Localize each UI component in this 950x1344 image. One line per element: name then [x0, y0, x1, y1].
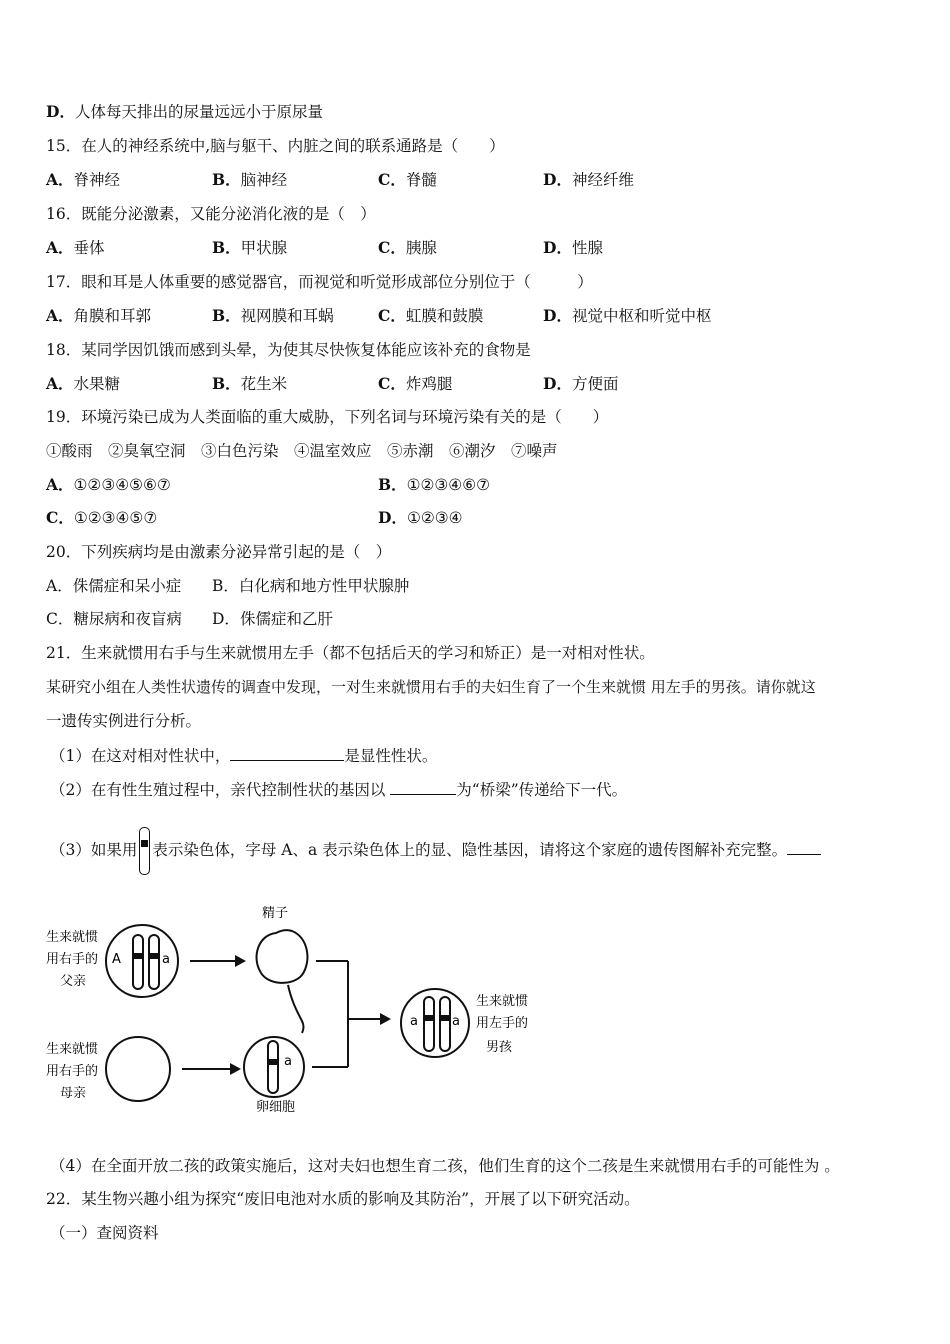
child-cell — [401, 989, 469, 1057]
mother-label-1: 生来就惯 — [46, 1042, 99, 1057]
option-text: 神经纤维 — [571, 171, 634, 189]
sub1-text-b: 是显性性状。 — [344, 747, 438, 765]
option-text: 花生米 — [240, 375, 288, 393]
q17-option-d — [543, 306, 711, 326]
q21-sub3 — [50, 826, 821, 875]
option-text: 脊髓 — [405, 171, 437, 189]
option-label: A． — [46, 170, 74, 189]
option-text: 垂体 — [73, 239, 105, 257]
q19-option-d — [378, 508, 463, 528]
sperm-head — [257, 930, 308, 983]
egg-label: 卵细胞 — [256, 1100, 296, 1115]
q22-sub1: （一）查阅资料 — [50, 1224, 159, 1242]
option-text: ①②③④⑤⑥⑦ — [73, 476, 171, 494]
q19-option-a — [46, 475, 171, 495]
option-label: C． — [46, 610, 74, 628]
option-label: B． — [212, 170, 241, 189]
arrow-mother-egg — [182, 1063, 241, 1075]
q17-option-c — [378, 306, 483, 326]
option-text: ①②③④ — [406, 509, 463, 527]
q17-stem: 17．眼和耳是人体重要的感觉器官，而视觉和听觉形成部位分别位于（ ） — [46, 273, 593, 291]
option-text: 白化病和地方性甲状腺肿 — [238, 577, 410, 595]
q14-option-d — [46, 102, 323, 122]
answer-blank[interactable] — [390, 780, 456, 795]
option-text: 方便面 — [571, 375, 619, 393]
sub2-text-a: （2）在有性生殖过程中，亲代控制性状的基因以 — [50, 781, 391, 799]
gene-a-label: a — [162, 952, 170, 967]
q15-option-d — [543, 170, 634, 190]
sub3-text-a: （3）如果用 — [50, 841, 138, 859]
q19-option-b — [378, 475, 490, 495]
sub1-text-a: （1）在这对相对性状中， — [50, 747, 231, 765]
q15-stem: 15．在人的神经系统中,脑与躯干、内脏之间的联系通路是（ ） — [46, 137, 505, 155]
option-label: C． — [378, 374, 406, 393]
q15-option-b — [212, 170, 287, 190]
option-label: A． — [46, 577, 73, 595]
father-label-3: 父亲 — [60, 974, 87, 989]
child-gene-right: a — [452, 1014, 460, 1029]
answer-blank[interactable] — [787, 840, 821, 855]
option-text: 糖尿病和夜盲病 — [73, 610, 182, 628]
child-label-3: 男孩 — [486, 1040, 513, 1055]
option-text: 水果糖 — [73, 375, 121, 393]
option-label: C． — [378, 306, 406, 325]
option-label: A． — [46, 306, 74, 325]
q16-option-a — [46, 238, 105, 258]
mother-cell — [106, 1037, 170, 1101]
father-label-1: 生来就惯 — [46, 930, 99, 945]
option-text: 角膜和耳郭 — [73, 307, 152, 325]
option-label: B． — [212, 577, 239, 595]
q18-option-b — [212, 374, 287, 394]
q18-stem: 18．某同学因饥饿而感到头晕，为使其尽快恢复体能应该补充的食物是 — [46, 341, 531, 359]
fertilization-bracket — [312, 961, 391, 1067]
gene-A-label: A — [112, 952, 121, 967]
mother-label-3: 母亲 — [60, 1086, 87, 1101]
option-label: D． — [543, 170, 572, 189]
q18-option-a — [46, 374, 120, 394]
q17-option-b — [212, 306, 334, 326]
sub3-text-b: 表示染色体，字母 A、a 表示染色体上的显、隐性基因，请将这个家庭的遗传图解补充完整。 — [152, 841, 788, 859]
q16-stem: 16．既能分泌激素，又能分泌消化液的是（ ） — [46, 205, 376, 223]
option-label: C． — [378, 238, 406, 257]
option-label: D． — [543, 238, 572, 257]
q20-option-a — [46, 576, 181, 596]
option-label: D． — [543, 374, 572, 393]
q20-option-b — [212, 576, 409, 596]
option-text: 甲状腺 — [240, 239, 288, 257]
egg-gene-label: a — [284, 1054, 292, 1069]
father-cell — [106, 925, 178, 997]
option-text: 脑神经 — [240, 171, 288, 189]
option-label: B． — [212, 306, 241, 325]
option-label: D． — [378, 508, 407, 527]
option-text: 虹膜和鼓膜 — [405, 307, 484, 325]
q15-option-c — [378, 170, 437, 190]
sperm-tail — [288, 985, 304, 1033]
q19-option-c — [46, 508, 157, 528]
child-label-2: 用左手的 — [476, 1016, 529, 1031]
q22-stem: 22．某生物兴趣小组为探究“废旧电池对水质的影响及其防治”，开展了以下研究活动。 — [46, 1190, 640, 1208]
q20-option-c — [46, 609, 182, 629]
option-text: 人体每天排出的尿量远远小于原尿量 — [74, 103, 323, 121]
q20-option-d — [212, 609, 333, 629]
option-label: B． — [378, 475, 407, 494]
option-text: 炸鸡腿 — [405, 375, 453, 393]
option-text: 侏儒症和呆小症 — [72, 577, 182, 595]
egg-cell — [244, 1037, 304, 1097]
q16-option-d — [543, 238, 603, 258]
q15-option-a — [46, 170, 120, 190]
option-label: A． — [46, 475, 74, 494]
option-text: 视网膜和耳蜗 — [240, 307, 334, 325]
q21-sub2 — [50, 780, 627, 800]
q17-option-a — [46, 306, 151, 326]
option-label: D． — [212, 610, 240, 628]
sub2-text-b: 为“桥梁”传递给下一代。 — [456, 781, 628, 799]
q16-option-b — [212, 238, 287, 258]
q21-sub4: （4）在全面开放二孩的政策实施后，这对夫妇也想生育二孩，他们生育的这个二孩是生来就惯用右手的可能性为 。 — [50, 1157, 840, 1175]
option-text: 视觉中枢和听觉中枢 — [571, 307, 712, 325]
option-label: C． — [46, 508, 74, 527]
child-label-1: 生来就惯 — [476, 994, 529, 1009]
option-label: D． — [543, 306, 572, 325]
q21-para1: 某研究小组在人类性状遗传的调查中发现，一对生来就惯用右手的夫妇生育了一个生来就惯 用左手的男孩。请你就这 — [46, 678, 816, 696]
option-label: C． — [378, 170, 406, 189]
option-text: 性腺 — [571, 239, 603, 257]
q19-items: ①酸雨 ②臭氧空洞 ③白色污染 ④温室效应 ⑤赤潮 ⑥潮汐 ⑦噪声 — [46, 442, 558, 460]
option-label: B． — [212, 238, 241, 257]
option-label: A． — [46, 238, 74, 257]
q16-option-c — [378, 238, 437, 258]
answer-blank[interactable] — [230, 746, 344, 761]
option-label: A． — [46, 374, 74, 393]
q18-option-c — [378, 374, 452, 394]
q21-para2: 一遗传实例进行分析。 — [46, 712, 202, 730]
child-gene-left: a — [410, 1014, 418, 1029]
chromosome-icon — [139, 827, 150, 875]
option-text: ①②③④⑥⑦ — [406, 476, 490, 494]
q19-stem: 19．环境污染已成为人类面临的重大威胁，下列名词与环境污染有关的是（ ） — [46, 408, 609, 426]
option-text: ①②③④⑤⑦ — [73, 509, 158, 527]
mother-label-2: 用右手的 — [46, 1064, 99, 1079]
arrow-father-sperm — [190, 955, 246, 967]
option-label: D． — [46, 102, 75, 121]
father-label-2: 用右手的 — [46, 952, 99, 967]
option-text: 脊神经 — [73, 171, 121, 189]
q18-option-d — [543, 374, 618, 394]
sperm-label: 精子 — [262, 906, 289, 921]
q21-stem: 21．生来就惯用右手与生来就惯用左手（都不包括后天的学习和矫正）是一对相对性状。 — [46, 644, 655, 662]
option-label: B． — [212, 374, 241, 393]
option-text: 胰腺 — [405, 239, 437, 257]
q20-stem: 20．下列疾病均是由激素分泌异常引起的是（ ） — [46, 543, 392, 561]
genetic-diagram — [30, 895, 590, 1120]
q21-sub1 — [50, 746, 437, 766]
option-text: 侏儒症和乙肝 — [239, 610, 333, 628]
